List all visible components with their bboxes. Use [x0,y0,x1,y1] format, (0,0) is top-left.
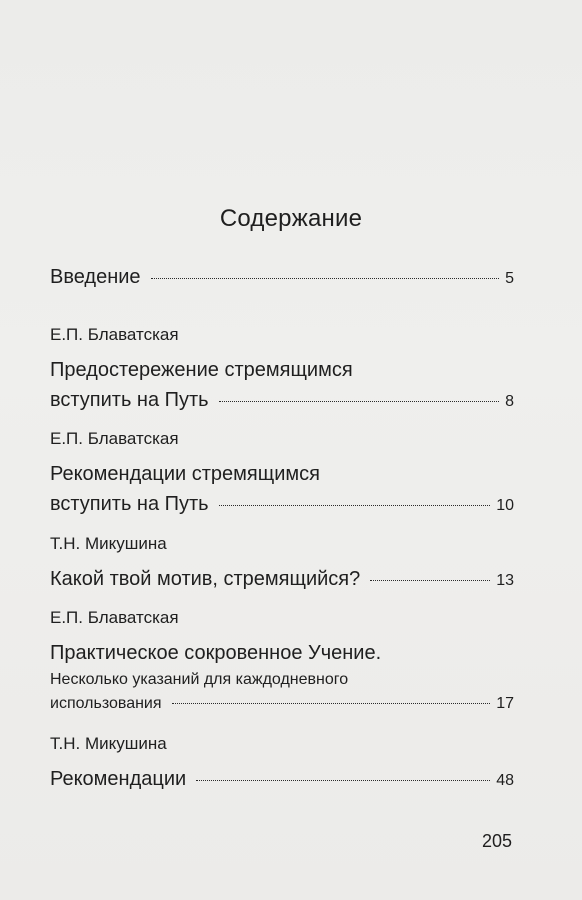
toc-page-number: 8 [505,393,514,410]
toc-entry [50,325,514,417]
toc-page-number: 10 [496,497,514,514]
toc-entry-title-cont: вступить на Путь [50,389,209,411]
toc-entry [50,262,514,294]
toc-author: Е.П. Блаватская [50,608,179,627]
toc-entry [50,429,514,521]
toc-entry-title: Рекомендации [50,768,187,790]
toc-page-number: 13 [496,572,514,589]
toc-entry-title: Практическое сокровенное Учение. [50,642,382,664]
toc-entry-subtitle-cont: использования [50,695,162,712]
dot-leader [219,505,491,506]
toc-entry [50,534,514,596]
dot-leader [172,703,491,704]
toc-author: Е.П. Блаватская [50,429,179,448]
dot-leader [151,278,500,279]
toc-entry [50,608,514,716]
toc-entry-title: Какой твой мотив, стремящийся? [50,568,361,590]
toc-leader-line[interactable] [50,262,514,294]
toc-leader-line[interactable] [50,564,514,596]
toc-leader-line[interactable] [50,489,514,521]
toc-entry-title: Введение [50,266,141,288]
page-title: Содержание [219,205,363,232]
toc-entry-subtitle: Несколько указаний для каждодневного [50,671,349,688]
toc-page-number: 5 [505,270,514,287]
toc-page-number: 48 [496,772,514,789]
toc-leader-line[interactable] [50,764,514,796]
dot-leader [219,401,499,402]
toc-leader-line[interactable] [50,692,514,716]
toc-author: Е.П. Блаватская [50,325,179,344]
toc-entry-title-cont: вступить на Путь [50,493,209,515]
toc-author: Т.Н. Микушина [50,534,167,553]
toc-entry [50,734,514,796]
dot-leader [370,580,490,581]
toc-entry-title: Рекомендации стремящимся [50,463,320,485]
page-number: 205 [481,831,512,851]
dot-leader [196,780,490,781]
toc-leader-line[interactable] [50,385,514,417]
toc-entry-title: Предостережение стремящимся [50,359,353,381]
toc-page-number: 17 [496,695,514,712]
toc-author: Т.Н. Микушина [50,734,167,753]
